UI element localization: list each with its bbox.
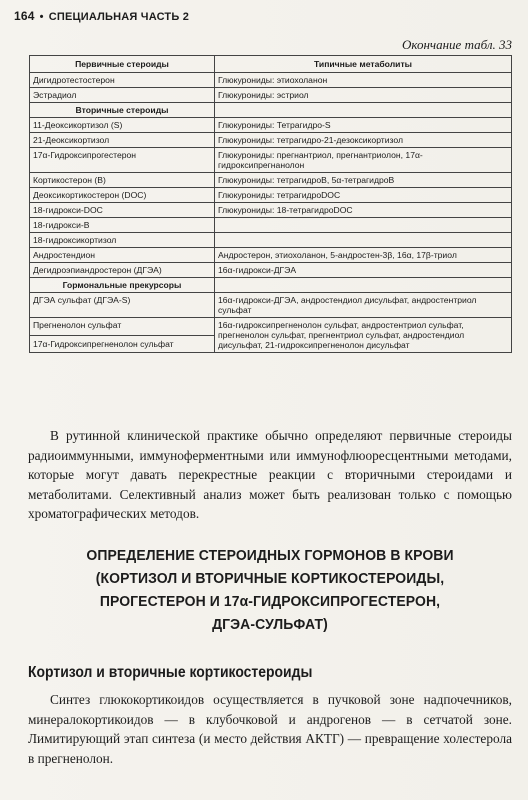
running-header: [14, 9, 189, 23]
metabolites-cell: 16α-гидрокси-ДГЭА: [215, 263, 512, 278]
metabolites-cell: Андростерон, этиохоланон, 5-андростен-3β, 16α, 17β-триол: [215, 248, 512, 263]
steroid-cell: 21-Деоксикортизол: [30, 133, 215, 148]
table-row: [30, 263, 512, 278]
steroid-cell: Кортикостерон (В): [30, 173, 215, 188]
paragraph-routine-practice: [28, 426, 512, 524]
table-header-row: [30, 56, 512, 73]
section-title: СПЕЦИАЛЬНАЯ ЧАСТЬ 2: [48, 11, 190, 23]
steroid-cell: 18-гидрокси-В: [30, 218, 215, 233]
table-row: [30, 173, 512, 188]
steroid-cell: 17α-Гидроксипрогестерон: [30, 148, 215, 173]
table-row: [30, 293, 512, 318]
table-row: [30, 118, 512, 133]
metabolites-cell: Глюкурониды: 18-тетрагидроDOC: [215, 203, 512, 218]
steroid-cell: 18-гидроксикортизол: [30, 233, 215, 248]
heading-line: ДГЭА-СУЛЬФАТ): [212, 616, 328, 633]
metabolites-cell: Глюкурониды: тетрагидро-21-дезоксикортизол: [215, 133, 512, 148]
metabolites-cell: Глюкурониды: тетрагидроВ, 5α-тетрагидроВ: [215, 173, 512, 188]
table-section-row: [30, 278, 512, 293]
table-row: [30, 218, 512, 233]
page-number: 164: [14, 9, 35, 23]
steroids-table: [29, 55, 512, 353]
table-row: [30, 73, 512, 88]
column-header-primary-steroids: Первичные стероиды: [30, 56, 215, 73]
metabolites-cell: [215, 233, 512, 248]
table-row: [30, 203, 512, 218]
empty-cell: [215, 278, 512, 293]
section-label: Вторичные стероиды: [30, 103, 215, 118]
steroid-cell: Дигидротестостерон: [30, 73, 215, 88]
steroid-cell: 18-гидрокси-DOC: [30, 203, 215, 218]
paragraph-text: В рутинной клинической практике обычно определяют первичные стероиды радиоиммунными, иммуноферментными или иммунофлюоресцентными методами, которые могут давать перекрестные реакции с вторичными стероидами и метаболитами. Селективный анализ может быть реализован только с помощью хроматографических методов.: [28, 428, 512, 522]
steroid-cell: Дегидроэпиандростерон (ДГЭА): [30, 263, 215, 278]
steroid-cell: Прегненолон сульфат: [30, 318, 215, 336]
paragraph-synthesis: [28, 690, 512, 768]
table-row: [30, 148, 512, 173]
steroid-cell: ДГЭА сульфат (ДГЭА-S): [30, 293, 215, 318]
paragraph-text: Синтез глюкокортикоидов осуществляется в пучковой зоне надпочечников, минералокортикоидов — в клубочковой и андрогенов — в сетчатой зоне. Лимитирующий этап синтеза (и место действия АКТГ) — превращение холестерола в прегненолон.: [28, 692, 512, 766]
header-separator: •: [39, 11, 44, 23]
metabolites-cell: 16α-гидроксипрегненолон сульфат, андростентриол сульфат, прегненолон сульфат, прегнентриол сульфат, андростендиол дисульфат, 21-гидроксипрегненолон дисульфат: [215, 318, 512, 353]
table-row: [30, 133, 512, 148]
metabolites-cell: Глюкурониды: прегнантриол, прегнантриолон, 17α-гидроксипрегнанолон: [215, 148, 512, 173]
column-header-typical-metabolites: Типичные метаболиты: [215, 56, 512, 73]
metabolites-cell: Глюкурониды: этиохоланон: [215, 73, 512, 88]
steroid-cell: Андростендион: [30, 248, 215, 263]
steroid-cell: 17α-Гидроксипрегненолон сульфат: [30, 335, 215, 353]
metabolites-cell: 16α-гидрокси-ДГЭА, андростендиол дисульфат, андростентриол сульфат: [215, 293, 512, 318]
table-row: [30, 88, 512, 103]
metabolites-cell: [215, 218, 512, 233]
metabolites-cell: Глюкурониды: тетрагидроDOC: [215, 188, 512, 203]
table-row: [30, 248, 512, 263]
heading-line: (КОРТИЗОЛ И ВТОРИЧНЫЕ КОРТИКОСТЕРОИДЫ,: [95, 570, 445, 587]
table-row: [30, 233, 512, 248]
metabolites-cell: Глюкурониды: эстриол: [215, 88, 512, 103]
steroid-cell: Эстрадиол: [30, 88, 215, 103]
section-label: Гормональные прекурсоры: [30, 278, 215, 293]
table-row: [30, 318, 512, 336]
section-heading: [47, 544, 492, 636]
table-section-row: [30, 103, 512, 118]
table-caption: Окончание табл. 33: [401, 37, 512, 52]
subsection-heading: Кортизол и вторичные кортикостероиды: [28, 664, 313, 681]
heading-line: ПРОГЕСТЕРОН И 17α-ГИДРОКСИПРОГЕСТЕРОН,: [99, 593, 441, 610]
empty-cell: [215, 103, 512, 118]
table-row: [30, 188, 512, 203]
metabolites-cell: Глюкурониды: Тетрагидро-S: [215, 118, 512, 133]
steroid-cell: 11-Деоксикортизол (S): [30, 118, 215, 133]
heading-line: ОПРЕДЕЛЕНИЕ СТЕРОИДНЫХ ГОРМОНОВ В КРОВИ: [86, 547, 454, 564]
steroid-cell: Деоксикортикостерон (DOC): [30, 188, 215, 203]
